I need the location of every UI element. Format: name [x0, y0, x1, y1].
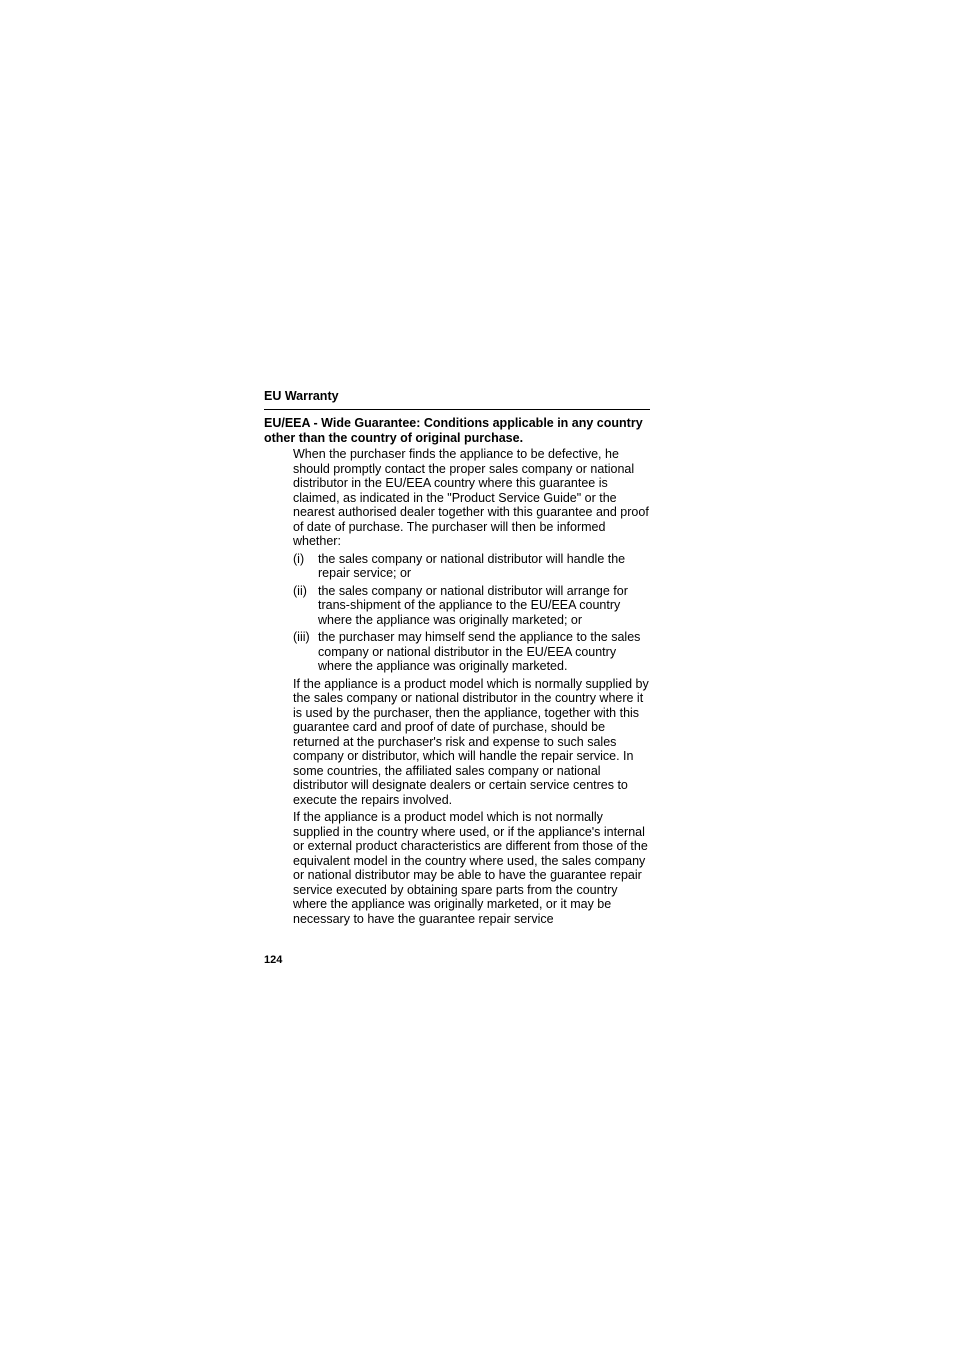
list-item-marker: (iii)	[293, 630, 310, 644]
paragraph-2: If the appliance is a product model which is normally supplied by the sales company or national distributor in the country where it is used by the purchaser, then the appliance, together with this guarantee card and proof of date of purchase, should be returned at the purchaser's risk and expense to such sales company or distributor, which will handle the repair service. In some countries, the affiliated sales company or national distributor will designate dealers or certain service centres to execute the repairs involved.	[293, 676, 649, 807]
list-item	[293, 630, 651, 674]
list-item	[293, 552, 651, 581]
section-title: EU Warranty	[264, 389, 339, 403]
body-text	[293, 447, 651, 926]
list-item-marker: (i)	[293, 551, 305, 566]
page-number: 124	[264, 954, 283, 966]
list-item-marker: (ii)	[293, 583, 307, 598]
intro-paragraph: When the purchaser finds the appliance to be defective, he should promptly contact the proper sales company or national distributor in the EU/EEA country where this guarantee is claimed, as indicated in the "Product Service Guide" or the nearest authorised dealer together with this guarantee and proof of date of purchase. The purchaser will then be informed whether:	[293, 447, 649, 548]
list-item	[293, 584, 651, 628]
list-item-text: the sales company or national distributor will arrange for trans-shipment of the appliance to the EU/EEA country where the appliance was originally marketed; or	[318, 583, 628, 627]
list-item-text: the sales company or national distributor will handle the repair service; or	[318, 551, 626, 580]
options-list	[293, 552, 651, 674]
header-divider	[264, 409, 650, 410]
list-item-text: the purchaser may himself send the appliance to the sales company or national distributor in the EU/EEA country where the appliance was originally marketed.	[318, 630, 641, 673]
paragraph-3: If the appliance is a product model which is not normally supplied in the country where used, or if the appliance's internal or external product characteristics are different from those of the equivalent model in the country where used, the sales company or national distributor may be able to have the guarantee repair service executed by obtaining spare parts from the country where the appliance was originally marketed, or it may be necessary to have the guarantee repair service	[293, 810, 648, 926]
subheading: EU/EEA - Wide Guarantee: Conditions applicable in any country other than the country of original purchase.	[264, 416, 643, 445]
